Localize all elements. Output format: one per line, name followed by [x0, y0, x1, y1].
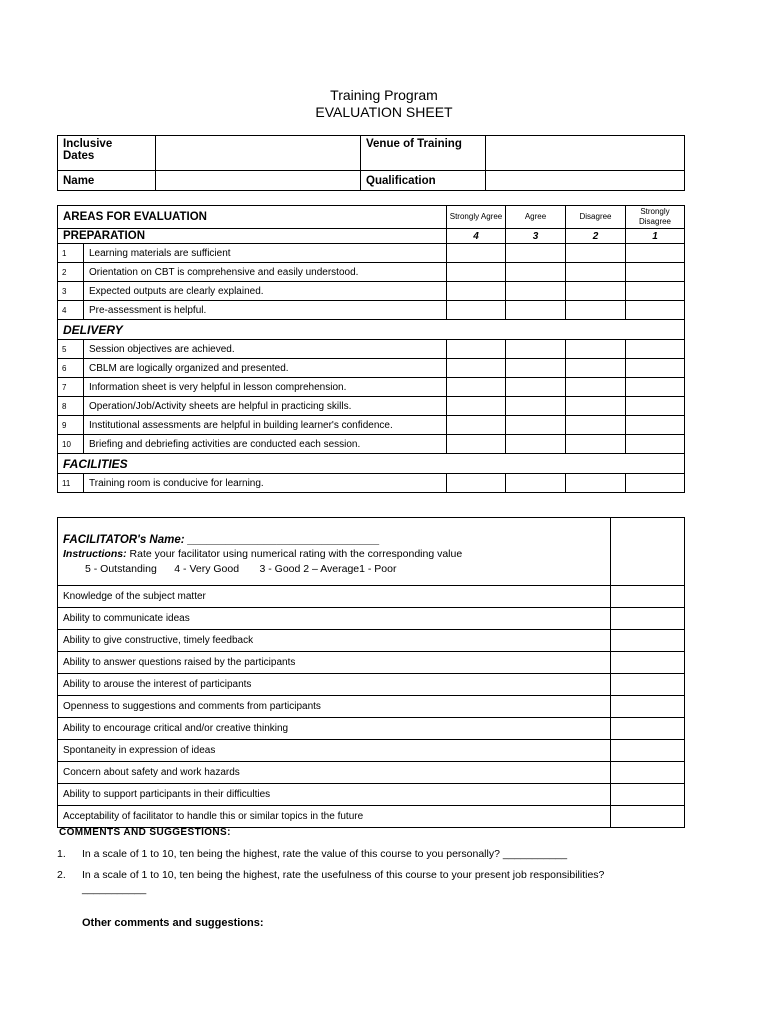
criterion-rating-cell[interactable]: [611, 586, 685, 608]
name-field[interactable]: [156, 171, 361, 191]
rating-cell[interactable]: [447, 282, 506, 301]
rating-cell[interactable]: [506, 359, 566, 378]
evaluation-row: [58, 435, 685, 454]
evaluation-table: [57, 205, 685, 493]
criterion-text: Spontaneity in expression of ideas: [58, 740, 611, 762]
rating-cell[interactable]: [566, 359, 626, 378]
rating-cell[interactable]: [447, 244, 506, 263]
rating-value: 4: [447, 229, 506, 244]
instructions-label: Instructions:: [63, 548, 127, 560]
info-table: [57, 135, 685, 191]
rating-cell[interactable]: [447, 378, 506, 397]
item-number: 3: [58, 282, 84, 301]
scale-header-strongly-disagree: Strongly Disagree: [626, 206, 685, 229]
criterion-rating-cell[interactable]: [611, 718, 685, 740]
facilitator-criterion-row: [58, 630, 685, 652]
facilitator-table: [57, 517, 685, 828]
evaluation-row: [58, 397, 685, 416]
item-number: 10: [58, 435, 84, 454]
rating-cell[interactable]: [506, 282, 566, 301]
item-text: Expected outputs are clearly explained.: [84, 282, 447, 301]
evaluation-row: [58, 301, 685, 320]
criterion-rating-cell[interactable]: [611, 674, 685, 696]
criterion-rating-cell[interactable]: [611, 784, 685, 806]
criterion-rating-cell[interactable]: [611, 608, 685, 630]
criterion-text: Ability to communicate ideas: [58, 608, 611, 630]
item-number: 8: [58, 397, 84, 416]
evaluation-row: [58, 340, 685, 359]
item-text: Operation/Job/Activity sheets are helpful in practicing skills.: [84, 397, 447, 416]
item-number: 1: [58, 244, 84, 263]
item-text: Pre-assessment is helpful.: [84, 301, 447, 320]
criterion-text: Ability to support participants in their difficulties: [58, 784, 611, 806]
rating-cell[interactable]: [506, 340, 566, 359]
section-facilities: FACILITIES: [58, 454, 685, 474]
rating-cell[interactable]: [566, 435, 626, 454]
rating-cell[interactable]: [566, 263, 626, 282]
item-number: 2: [58, 263, 84, 282]
rating-cell[interactable]: [506, 244, 566, 263]
rating-cell[interactable]: [626, 474, 685, 493]
rating-cell[interactable]: [506, 474, 566, 493]
rating-cell[interactable]: [447, 359, 506, 378]
evaluation-row: [58, 244, 685, 263]
other-comments-label: Other comments and suggestions:: [82, 917, 264, 929]
delivery-rows: [58, 340, 685, 454]
scale-header-strongly-agree: Strongly Agree: [447, 206, 506, 229]
facilitator-criterion-row: [58, 718, 685, 740]
item-text: Institutional assessments are helpful in building learner's confidence.: [84, 416, 447, 435]
rating-cell[interactable]: [566, 397, 626, 416]
facilitator-rating-header-cell: [611, 518, 685, 586]
instructions-text: Rate your facilitator using numerical rating with the corresponding value: [129, 548, 463, 560]
question-2-blank[interactable]: ___________: [82, 883, 147, 895]
facilitator-criterion-row: [58, 608, 685, 630]
rating-cell[interactable]: [506, 397, 566, 416]
item-text: Orientation on CBT is comprehensive and easily understood.: [84, 263, 447, 282]
rating-scale: 5 - Outstanding 4 - Very Good 3 - Good 2 – Average1 - Poor: [85, 563, 397, 575]
facilitator-criterion-row: [58, 806, 685, 828]
item-number: 6: [58, 359, 84, 378]
scale-header-agree: Agree: [506, 206, 566, 229]
rating-cell[interactable]: [626, 301, 685, 320]
rating-cell[interactable]: [506, 416, 566, 435]
qualification-field[interactable]: [486, 171, 685, 191]
rating-cell[interactable]: [506, 263, 566, 282]
rating-cell[interactable]: [566, 340, 626, 359]
facilitator-criterion-row: [58, 784, 685, 806]
facilitator-criterion-row: [58, 586, 685, 608]
section-preparation: PREPARATION: [58, 229, 447, 244]
question-1: [57, 848, 567, 860]
rating-cell[interactable]: [626, 282, 685, 301]
question-2: [57, 869, 604, 881]
venue-field[interactable]: [486, 136, 685, 171]
item-number: 4: [58, 301, 84, 320]
rating-cell[interactable]: [447, 340, 506, 359]
rating-cell[interactable]: [626, 416, 685, 435]
rating-cell[interactable]: [566, 301, 626, 320]
item-number: 9: [58, 416, 84, 435]
rating-cell[interactable]: [626, 244, 685, 263]
facilitator-criterion-row: [58, 674, 685, 696]
instructions: [63, 548, 605, 560]
name-label: Name: [58, 171, 156, 191]
rating-cell[interactable]: [566, 282, 626, 301]
criterion-rating-cell[interactable]: [611, 762, 685, 784]
facilitator-name-label: FACILITATOR's Name: ______________________________: [63, 534, 380, 546]
inclusive-dates-label: Inclusive Dates: [58, 136, 156, 171]
item-text: Training room is conducive for learning.: [84, 474, 447, 493]
rating-cell[interactable]: [626, 397, 685, 416]
criterion-text: Knowledge of the subject matter: [58, 586, 611, 608]
criterion-rating-cell[interactable]: [611, 652, 685, 674]
item-number: 11: [58, 474, 84, 493]
item-text: Session objectives are achieved.: [84, 340, 447, 359]
areas-header: AREAS FOR EVALUATION: [58, 206, 447, 229]
rating-cell[interactable]: [447, 416, 506, 435]
item-text: CBLM are logically organized and presented.: [84, 359, 447, 378]
rating-value: 2: [566, 229, 626, 244]
rating-cell[interactable]: [506, 301, 566, 320]
criterion-rating-cell[interactable]: [611, 696, 685, 718]
question-2-text: In a scale of 1 to 10, ten being the highest, rate the usefulness of this course to your present job responsibilities?: [82, 869, 605, 881]
rating-cell[interactable]: [626, 435, 685, 454]
rating-cell[interactable]: [626, 378, 685, 397]
criterion-text: Concern about safety and work hazards: [58, 762, 611, 784]
section-delivery: DELIVERY: [58, 320, 685, 340]
facilitator-header: [58, 518, 611, 586]
rating-cell[interactable]: [447, 435, 506, 454]
item-text: Briefing and debriefing activities are conducted each session.: [84, 435, 447, 454]
facilitator-criterion-row: [58, 652, 685, 674]
rating-cell[interactable]: [447, 301, 506, 320]
rating-cell[interactable]: [626, 359, 685, 378]
rating-cell[interactable]: [566, 416, 626, 435]
facilities-rows: [58, 474, 685, 493]
preparation-rows: [58, 244, 685, 320]
item-text: Learning materials are sufficient: [84, 244, 447, 263]
criterion-rating-cell[interactable]: [611, 806, 685, 828]
rating-cell[interactable]: [626, 340, 685, 359]
comments-heading: COMMENTS AND SUGGESTIONS:: [59, 827, 231, 838]
qualification-label: Qualification: [361, 171, 486, 191]
evaluation-row: [58, 474, 685, 493]
facilitator-criterion-row: [58, 696, 685, 718]
evaluation-row: [58, 378, 685, 397]
rating-cell[interactable]: [506, 435, 566, 454]
rating-cell[interactable]: [566, 244, 626, 263]
item-text: Information sheet is very helpful in lesson comprehension.: [84, 378, 447, 397]
criterion-text: Openness to suggestions and comments from participants: [58, 696, 611, 718]
rating-cell[interactable]: [566, 474, 626, 493]
inclusive-dates-field[interactable]: [156, 136, 361, 171]
rating-cell[interactable]: [506, 378, 566, 397]
rating-cell[interactable]: [566, 378, 626, 397]
criterion-rating-cell[interactable]: [611, 630, 685, 652]
evaluation-row: [58, 359, 685, 378]
rating-value: 1: [626, 229, 685, 244]
question-1-text: In a scale of 1 to 10, ten being the highest, rate the value of this course to you personally? ___________: [82, 848, 568, 860]
criterion-rating-cell[interactable]: [611, 740, 685, 762]
facilitator-criterion-row: [58, 740, 685, 762]
rating-value: 3: [506, 229, 566, 244]
rating-cell[interactable]: [626, 263, 685, 282]
criterion-text: Ability to encourage critical and/or creative thinking: [58, 718, 611, 740]
item-number: 7: [58, 378, 84, 397]
facilitator-criteria-rows: [58, 586, 685, 828]
rating-cell[interactable]: [447, 263, 506, 282]
criterion-text: Ability to arouse the interest of participants: [58, 674, 611, 696]
scale-header-disagree: Disagree: [566, 206, 626, 229]
venue-label: Venue of Training: [361, 136, 486, 171]
facilitator-criterion-row: [58, 762, 685, 784]
criterion-text: Acceptability of facilitator to handle this or similar topics in the future: [58, 806, 611, 828]
title-line-1: Training Program: [330, 87, 438, 103]
item-number: 5: [58, 340, 84, 359]
rating-cell[interactable]: [447, 397, 506, 416]
rating-cell[interactable]: [447, 474, 506, 493]
criterion-text: Ability to give constructive, timely feedback: [58, 630, 611, 652]
evaluation-row: [58, 263, 685, 282]
evaluation-row: [58, 416, 685, 435]
question-2-number: 2.: [57, 869, 66, 881]
question-1-number: 1.: [57, 848, 66, 860]
evaluation-row: [58, 282, 685, 301]
criterion-text: Ability to answer questions raised by the participants: [58, 652, 611, 674]
title-line-2: EVALUATION SHEET: [315, 104, 453, 120]
